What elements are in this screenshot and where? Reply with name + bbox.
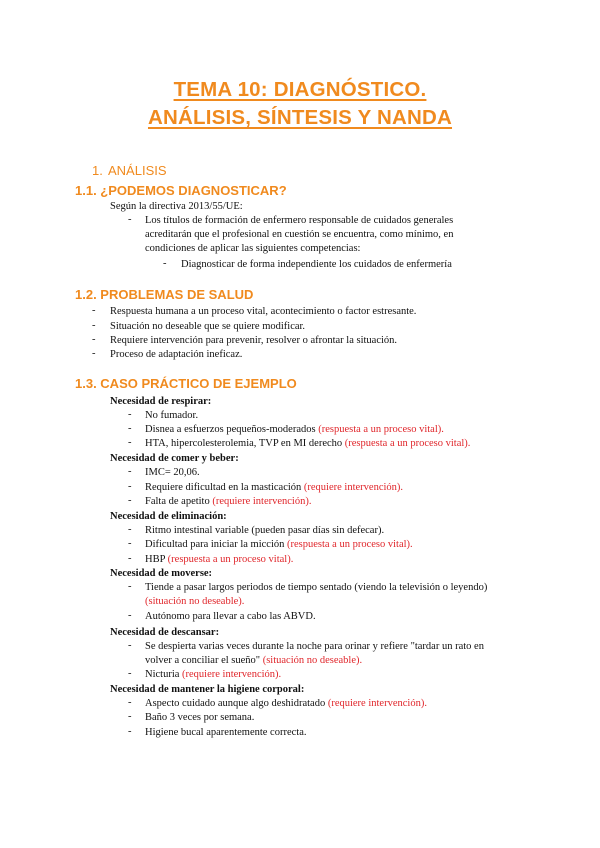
item-text: Aspecto cuidado aunque algo deshidratado [145,698,326,709]
item-text: Nicturia [145,669,180,680]
need-movement-title: Necesidad de moverse: [110,568,213,579]
bullet: - [128,466,132,477]
health-problem-item: Proceso de adaptación ineficaz. [110,349,243,360]
bullet: - [128,640,132,651]
hygiene-item [145,697,427,711]
breathing-item: No fumador. [145,410,199,421]
item-note: (respuesta a un proceso vital). [318,424,444,435]
health-problem-item: Requiere intervención para prevenir, resolver o afrontar la situación. [110,335,398,346]
rest-item-line-1: Se despierta varias veces durante la noche para orinar y refiere "tardar un rato en [145,641,484,652]
need-breathing-title: Necesidad de respirar: [110,396,212,407]
item-text: volver a conciliar el sueño" [145,655,261,666]
health-problem-item: Respuesta humana a un proceso vital, acontecimiento o factor estresante. [110,306,417,317]
bullet: - [128,668,132,679]
item-note: (requiere intervención). [303,482,404,493]
item-text: HBP [145,554,166,565]
section-1-heading: ANÁLISIS [108,163,167,178]
rest-item-line-2 [145,654,362,668]
bullet: - [92,305,96,316]
item-note: (requiere intervención). [327,698,427,709]
hygiene-item: Baño 3 veces por semana. [145,712,255,723]
bullet: - [128,409,132,420]
section-1-2-heading: 1.2. PROBLEMAS DE SALUD [75,287,254,302]
bullet: - [128,726,132,737]
bullet: - [92,348,96,359]
need-elimination-title: Necesidad de eliminación: [110,511,227,522]
item-note: (situación no deseable). [262,655,363,666]
bullet: - [128,214,132,225]
eating-item [145,495,311,509]
elimination-item [145,553,293,567]
item-note: (respuesta a un proceso vital). [344,438,471,449]
bullet: - [128,437,132,448]
movement-item: Tiende a pasar largos periodos de tiempo sentado (viendo la televisión o leyendo) [145,582,488,593]
directive-intro: Según la directiva 2013/55/UE: [110,201,243,212]
need-rest-title: Necesidad de descansar: [110,627,220,638]
breathing-item [145,423,444,437]
bullet: - [128,581,132,592]
bullet: - [163,258,167,269]
eating-item: IMC= 20,06. [145,467,200,478]
item-note: (respuesta a un proceso vital). [286,539,413,550]
eating-item [145,481,403,495]
elimination-item: Ritmo intestinal variable (pueden pasar días sin defecar). [145,525,385,536]
section-1-3-heading: 1.3. CASO PRÁCTICO DE EJEMPLO [75,376,297,391]
item-note: (requiere intervención). [182,669,282,680]
title-line-2: ANÁLISIS, SÍNTESIS Y NANDA [147,106,453,129]
item-text: Requiere dificultad en la masticación [145,482,302,493]
need-eating-title: Necesidad de comer y beber: [110,453,239,464]
item-text: Disnea a esfuerzos pequeños-moderados [145,424,316,435]
directive-paragraph-line-2: acreditarán que el profesional en cuestión se encuentra, como mínimo, en [145,229,454,240]
movement-item: Autónomo para llevar a cabo las ABVD. [145,611,316,622]
bullet: - [128,524,132,535]
bullet: - [128,697,132,708]
directive-paragraph-line-1: Los títulos de formación de enfermero responsable de cuidados generales [145,215,454,226]
item-text: Falta de apetito [145,496,210,507]
breathing-item [145,437,470,451]
bullet: - [128,495,132,506]
item-note: (respuesta a un proceso vital). [167,554,294,565]
movement-item-note: (situación no deseable). [145,596,245,607]
competence-item: Diagnosticar de forma independiente los cuidados de enfermería [181,259,452,270]
item-text: HTA, hipercolesterolemia, TVP en MI derecho [145,438,343,449]
bullet: - [92,334,96,345]
bullet: - [128,553,132,564]
elimination-item [145,538,413,552]
rest-item [145,668,281,682]
bullet: - [128,610,132,621]
directive-paragraph-line-3: condiciones de aplicar las siguientes competencias: [145,243,361,254]
item-note: (requiere intervención). [212,496,312,507]
hygiene-item: Higiene bucal aparentemente correcta. [145,727,307,738]
item-text: Dificultad para iniciar la micción [145,539,285,550]
need-hygiene-title: Necesidad de mantener la higiene corporal: [110,684,305,695]
bullet: - [128,481,132,492]
section-1-number: 1. [92,163,103,178]
bullet: - [128,538,132,549]
bullet: - [128,711,132,722]
bullet: - [128,423,132,434]
section-1-1-heading: 1.1. ¿PODEMOS DIAGNOSTICAR? [75,183,287,198]
health-problem-item: Situación no deseable que se quiere modificar. [110,321,306,332]
bullet: - [92,320,96,331]
title-line-1: TEMA 10: DIAGNÓSTICO. [173,78,427,101]
